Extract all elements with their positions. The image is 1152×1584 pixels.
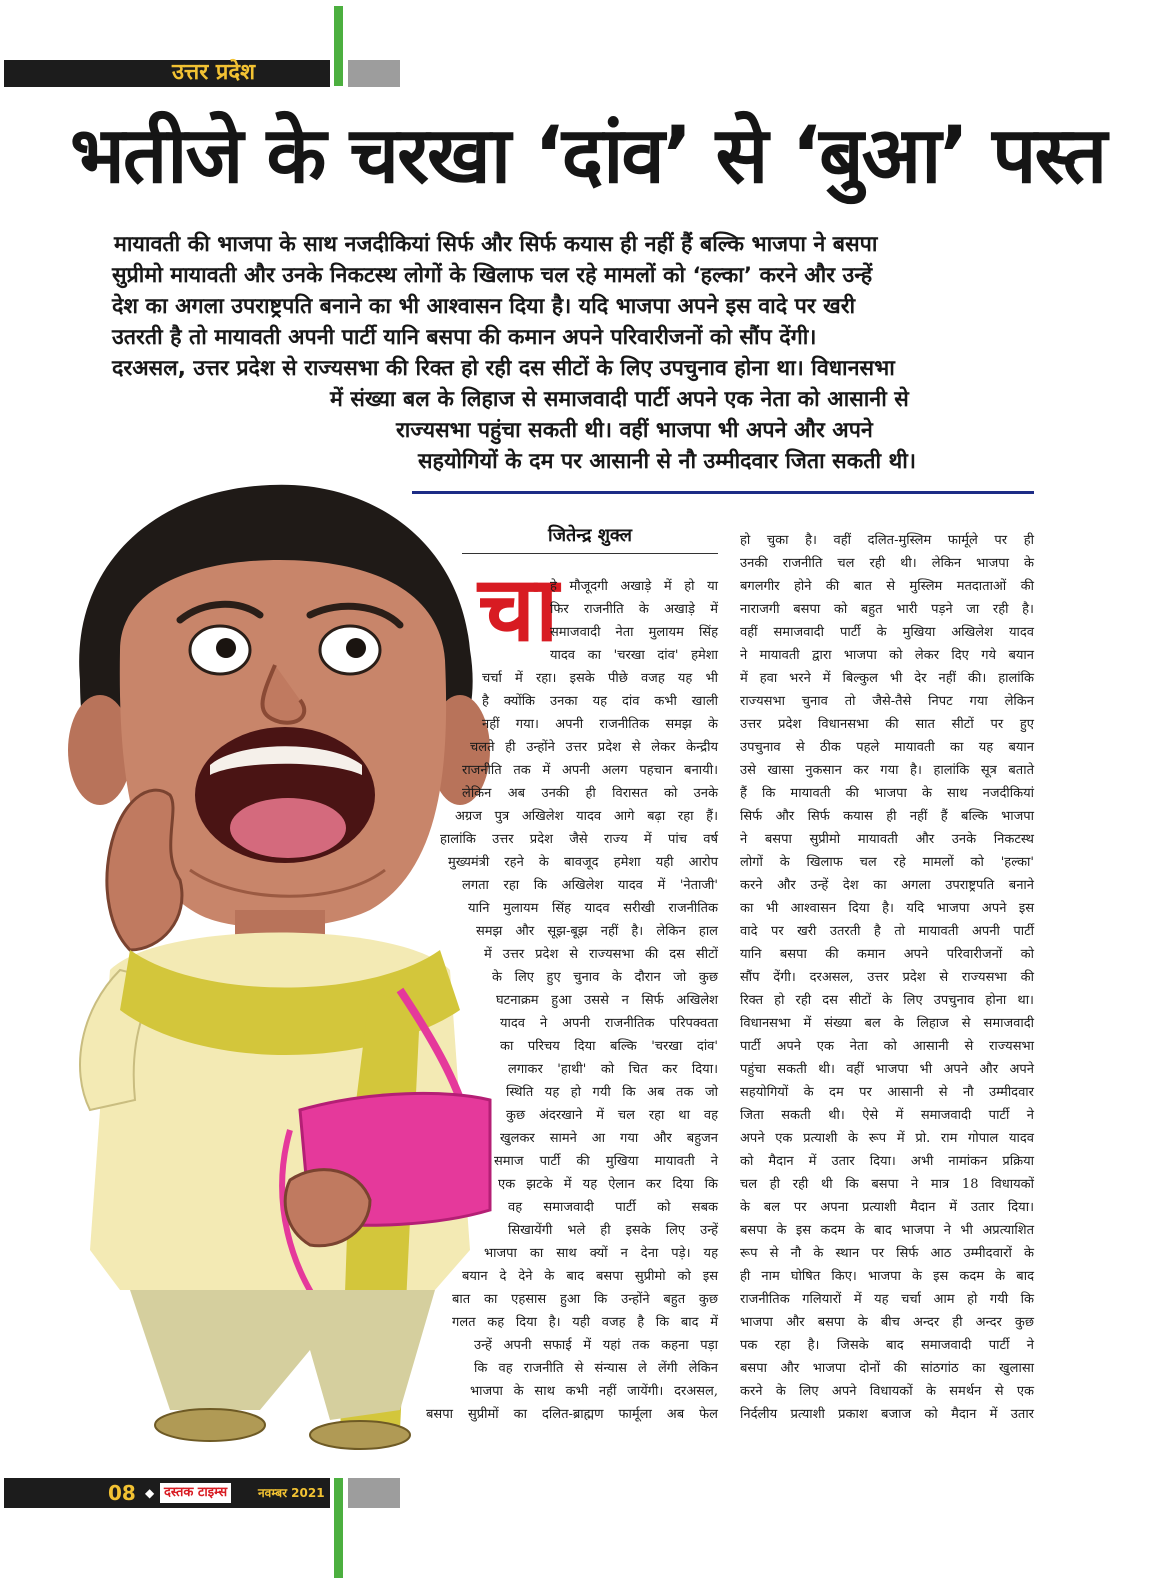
body-line: समाज पार्टी की मुखिया मायावती ने: [494, 1154, 718, 1169]
body-line: कि वह राजनीति से संन्यास ले लेंगी लेकिन: [474, 1361, 718, 1376]
body-line: बसपा और भाजपा दोनों की सांठगांठ का खुलासा: [740, 1361, 1034, 1376]
headline: भतीजे के चरखा ‘दांव’ से ‘बुआ’ पस्त: [70, 111, 1106, 201]
deck-line: सहयोगियों के दम पर आसानी से नौ उम्मीदवार जिता सकती थी।: [418, 449, 916, 474]
section-label: उत्तर प्रदेश: [172, 60, 256, 85]
left-pupil: [216, 638, 236, 658]
body-line: हालांकि उत्तर प्रदेश जैसे राज्य में पांच वर्ष: [440, 832, 718, 847]
right-shoe: [310, 1421, 410, 1449]
body-line: नाराजगी बसपा को बहुत भारी पड़ने जा रही है।: [740, 602, 1034, 617]
body-line: लगाकर 'हाथी' को चित कर दिया।: [508, 1062, 718, 1077]
byline: जितेन्द्र शुक्ल: [548, 525, 632, 546]
body-line: समाजवादी नेता मुलायम सिंह: [550, 625, 718, 640]
body-line: फिर राजनीति के अखाड़े में: [550, 602, 718, 617]
body-line: नहीं गया। अपनी राजनीतिक समझ के: [482, 717, 718, 732]
body-line: उन्हें अपनी सफाई में यहां तक कहना पड़ा: [474, 1338, 718, 1353]
body-line: मुख्यमंत्री रहने के बावजूद हमेशा यही आरोप: [448, 855, 718, 870]
section-bar: [4, 60, 330, 87]
body-line: रूप से नौ के स्थान पर सिर्फ आठ उम्मीदवारों के: [740, 1246, 1034, 1261]
body-line: सहयोगियों के दम पर आसानी से नौ उम्मीदवार: [740, 1085, 1034, 1100]
page-number: 08: [108, 1481, 136, 1505]
body-line: गलत कह दिया है। यही वजह है कि बाद में: [452, 1315, 718, 1330]
body-line: उसे खासा नुकसान कर गया है। हालांकि सूत्र बताते: [740, 763, 1034, 778]
body-line: लगता रहा कि अखिलेश यादव में 'नेताजी': [462, 878, 718, 893]
body-line: समझ और सूझ-बूझ नहीं है। लेकिन हाल: [476, 924, 718, 939]
body-line: का परिचय दिया बल्कि 'चरखा दांव': [500, 1039, 718, 1054]
body-line: चलते ही उन्होंने उत्तर प्रदेश से लेकर केन्द्रीय: [470, 740, 718, 755]
body-line: ने मायावती द्वारा भाजपा को लेकर दिए गये बयान: [740, 648, 1034, 663]
body-line: खुलकर सामने आ गया और बहुजन: [500, 1131, 718, 1146]
body-line: कुछ अंदरखाने में चल रहा था वह: [506, 1108, 718, 1123]
deck-line: देश का अगला उपराष्ट्रपति बनाने का भी आश्वासन दिया है। यदि भाजपा अपने इस वादे पर खरी: [112, 294, 856, 319]
body-line: वहीं समाजवादी पार्टी के मुखिया अखिलेश यादव: [740, 625, 1034, 640]
body-line: पहुंचा सकती थी। वहीं भाजपा भी अपने और अपने: [740, 1062, 1034, 1077]
body-line: बसपा सुप्रीमों का दलित-ब्राह्मण फार्मूला अब फेल: [426, 1407, 718, 1422]
deck-line: उतरती है तो मायावती अपनी पार्टी यानि बसपा की कमान अपने परिवारीजनों को सौंप देंगी।: [112, 325, 817, 350]
body-line: अपने एक प्रत्याशी के रूप में प्रो. राम गोपाल यादव: [740, 1131, 1034, 1146]
right-pupil: [346, 638, 366, 658]
body-line: का भी आश्वासन दिया है। यदि भाजपा अपने इस: [740, 901, 1034, 916]
body-line: है क्योंकि उनका यह दांव कभी खाली: [482, 694, 718, 709]
body-line: में हवा भरने में बिल्कुल भी देर नहीं की। हालांकि: [740, 671, 1034, 686]
body-line: एक झटके में यह ऐलान कर दिया कि: [498, 1177, 718, 1192]
footer-bullet: ◆: [145, 1486, 155, 1500]
salwar-legs: [130, 1290, 435, 1420]
body-line: करने और उन्हें देश का अगला उपराष्ट्रपति बनाने: [740, 878, 1034, 893]
body-line: लोगों के खिलाफ चल रहे मामलों को 'हल्का': [740, 855, 1034, 870]
body-line: जिता सकती थी। ऐसे में समाजवादी पार्टी ने: [740, 1108, 1034, 1123]
caricature-illustration: [40, 450, 510, 1460]
body-line: भाजपा का साथ क्यों न देना पड़े। यह: [484, 1246, 718, 1261]
body-line: यानि मुलायम सिंह यादव सरीखी राजनीतिक: [468, 901, 718, 916]
tongue: [230, 798, 346, 858]
green-accent-rule-bottom: [334, 1478, 343, 1578]
left-shoe: [155, 1409, 265, 1441]
body-line: राजनीतिक गलियारों में यह चर्चा आम हो गयी कि: [740, 1292, 1034, 1307]
body-line: भाजपा के साथ कभी नहीं जायेंगी। दरअसल,: [470, 1384, 718, 1399]
body-line: चल ही रही थी कि बसपा ने मात्र 18 विधायकों: [740, 1177, 1034, 1192]
deck-line: दरअसल, उत्तर प्रदेश से राज्यसभा की रिक्त हो रही दस सीटों के लिए उपचुनाव होना था। विधानसभा: [112, 356, 895, 381]
body-line: के लिए हुए चुनाव के दौरान जो कुछ: [492, 970, 718, 985]
deck-line: मायावती की भाजपा के साथ नजदीकियां सिर्फ और सिर्फ कयास ही नहीं हैं बल्कि भाजपा ने बसपा: [114, 232, 878, 257]
body-line: यादव का 'चरखा दांव' हमेशा: [550, 648, 718, 663]
body-line: वह समाजवादी पार्टी को सबक: [508, 1200, 718, 1215]
body-line: पक रहा है। जिसके बाद समाजवादी पार्टी ने: [740, 1338, 1034, 1353]
body-line: उपचुनाव से ठीक पहले मायावती का यह बयान: [740, 740, 1034, 755]
deck-underline-rule: [412, 491, 1034, 494]
body-line: यानि बसपा की कमान अपने परिवारीजनों को: [740, 947, 1034, 962]
magazine-name: दस्तक टाइम्स: [160, 1483, 231, 1503]
deck-line: राज्यसभा पहुंचा सकती थी। वहीं भाजपा भी अपने और अपने: [396, 418, 873, 443]
body-line: निर्दलीय प्रत्याशी प्रकाश बजाज को मैदान में उतार: [740, 1407, 1034, 1422]
body-line: अग्रज पुत्र अखिलेश यादव आगे बढ़ा रहा हैं।: [455, 809, 718, 824]
body-line: चर्चा में रहा। इसके पीछे वजह यह भी: [482, 671, 718, 686]
drop-cap: चा: [478, 557, 559, 662]
body-line: हे मौजूदगी अखाड़े में हो या: [550, 579, 718, 594]
byline-rule: [462, 553, 718, 554]
body-line: वादे पर खरी उतरती है तो मायावती अपनी पार्टी: [740, 924, 1034, 939]
body-line: बात का एहसास हुआ कि उन्होंने बहुत कुछ: [452, 1292, 718, 1307]
body-line: सिर्फ और सिर्फ कयास ही नहीं हैं बल्कि भाजपा: [740, 809, 1034, 824]
gray-accent-block-bottom: [348, 1478, 400, 1508]
deck-line: में संख्या बल के लिहाज से समाजवादी पार्टी अपने एक नेता को आसानी से: [330, 387, 909, 412]
body-line: लेकिन अब उनकी ही विरासत को उनके: [462, 786, 718, 801]
hand-at-chin: [107, 790, 182, 950]
body-line: ने बसपा सुप्रीमो मायावती और उनके निकटस्थ: [740, 832, 1034, 847]
body-line: बयान दे देने के बाद बसपा सुप्रीमो को इस: [462, 1269, 718, 1284]
body-line: सौंप देंगी। दरअसल, उत्तर प्रदेश से राज्यसभा की: [740, 970, 1034, 985]
body-line: उत्तर प्रदेश विधानसभा की सात सीटों पर हुए: [740, 717, 1034, 732]
body-line: भाजपा और बसपा के बीच अन्दर ही अन्दर कुछ: [740, 1315, 1034, 1330]
body-line: स्थिति यह हो गयी कि अब तक जो: [506, 1085, 718, 1100]
body-line: रिक्त हो रही दस सीटों के लिए उपचुनाव होना था।: [740, 993, 1034, 1008]
body-line: राज्यसभा चुनाव तो जैसे-तैसे निपट गया लेकिन: [740, 694, 1034, 709]
body-line: विधानसभा में संख्या बल के लिहाज से समाजवादी: [740, 1016, 1034, 1031]
green-accent-rule: [334, 6, 343, 86]
body-line: सिखायेंगी भले ही इसके लिए उन्हें: [508, 1223, 718, 1238]
body-line: यादव ने अपनी राजनीतिक परिपक्वता: [500, 1016, 718, 1031]
body-line: हो चुका है। वहीं दलित-मुस्लिम फार्मूले पर ही: [740, 533, 1034, 548]
body-line: करने के लिए अपने विधायकों के समर्थन से एक: [740, 1384, 1034, 1399]
body-line: घटनाक्रम हुआ उससे न सिर्फ अखिलेश: [496, 993, 718, 1008]
deck-line: सुप्रीमो मायावती और उनके निकटस्थ लोगों के खिलाफ चल रहे मामलों को ‘हल्का’ करने और उन्हें: [112, 263, 873, 288]
issue-date: नवम्बर 2021: [258, 1486, 325, 1500]
body-line: राजनीति तक में अपनी अलग पहचान बनायी।: [462, 763, 718, 778]
body-line: में उत्तर प्रदेश से राज्यसभा की दस सीटों: [484, 947, 718, 962]
body-line: हैं कि मायावती की भाजपा के साथ नजदीकियां: [740, 786, 1034, 801]
body-line: बगलगीर होने की बात से मुस्लिम मतदाताओं की: [740, 579, 1034, 594]
body-line: के बल पर अपना प्रत्याशी मैदान में उतार दिया।: [740, 1200, 1034, 1215]
body-line: को मैदान में उतार दिया। अभी नामांकन प्रक्रिया: [740, 1154, 1034, 1169]
body-line: पार्टी अपने एक नेता को आसानी से राज्यसभा: [740, 1039, 1034, 1054]
gray-accent-block: [348, 60, 400, 87]
body-line: उनकी राजनीति चल रही थी। लेकिन भाजपा के: [740, 556, 1034, 571]
body-line: बसपा के इस कदम के बाद भाजपा ने भी अप्रत्याशित: [740, 1223, 1034, 1238]
body-line: ही नाम घोषित किए। भाजपा के इस कदम के बाद: [740, 1269, 1034, 1284]
